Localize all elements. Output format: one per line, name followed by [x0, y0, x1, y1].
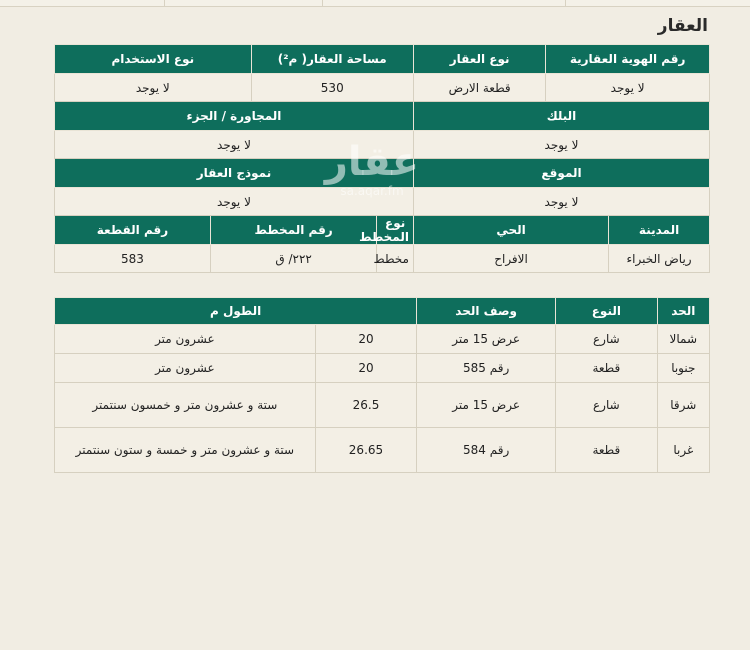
- section-title: العقار: [657, 16, 708, 36]
- bound-length: 26.65: [315, 428, 417, 473]
- header-length: الطول م: [55, 298, 417, 325]
- value-property-model: لا يوجد: [55, 188, 414, 216]
- table-row: [55, 383, 710, 428]
- bound-side: غربا: [657, 428, 709, 473]
- bound-type: قطعة: [556, 428, 658, 473]
- header-row: [55, 45, 710, 74]
- bound-description: عرض 15 متر: [417, 383, 556, 428]
- value-row: [55, 131, 710, 159]
- header-property-id: رقم الهوية العقارية: [546, 45, 710, 74]
- header-side: الحد: [657, 298, 709, 325]
- bound-description: عرض 15 متر: [417, 325, 556, 354]
- value-district: الافراح: [413, 245, 608, 273]
- table-row: [55, 325, 710, 354]
- bound-length-text: ستة و عشرون متر و خمسة و ستون سنتمتر: [55, 428, 316, 473]
- value-usage-type: لا يوجد: [55, 74, 252, 102]
- bound-side: جنوبا: [657, 354, 709, 383]
- value-city: رياض الخبراء: [609, 245, 710, 273]
- bound-description: رقم 585: [417, 354, 556, 383]
- bound-length: 20: [315, 325, 417, 354]
- value-block: لا يوجد: [413, 131, 709, 159]
- bound-side: شمالا: [657, 325, 709, 354]
- value-row: [55, 245, 710, 273]
- header-city: المدينة: [609, 216, 710, 245]
- value-row: [55, 74, 710, 102]
- header-plan-type: نوع المخطط: [377, 216, 414, 245]
- value-plot-number: 583: [55, 245, 211, 273]
- value-property-type: قطعة الارض: [413, 74, 545, 102]
- header-location: الموقع: [413, 159, 709, 188]
- value-location: لا يوجد: [413, 188, 709, 216]
- bound-length-text: عشرون متر: [55, 325, 316, 354]
- bound-length-text: ستة و عشرون متر و خمسون سنتمتر: [55, 383, 316, 428]
- header-property-model: نموذج العقار: [55, 159, 414, 188]
- bound-length: 20: [315, 354, 417, 383]
- value-neighborhood-part: لا يوجد: [55, 131, 414, 159]
- value-row: [55, 188, 710, 216]
- header-row: [55, 216, 710, 245]
- bound-type: شارع: [556, 383, 658, 428]
- table-row: [55, 354, 710, 383]
- watermark-domain: sa.aqar.fm: [340, 184, 404, 198]
- header-description: وصف الحد: [417, 298, 556, 325]
- header-district: الحي: [413, 216, 608, 245]
- value-plan-type: مخطط: [377, 245, 414, 273]
- bound-length: 26.5: [315, 383, 417, 428]
- value-plan-number: ٢٢٢/ ق: [210, 245, 376, 273]
- header-row: [55, 159, 710, 188]
- value-property-id: لا يوجد: [546, 74, 710, 102]
- header-property-type: نوع العقار: [413, 45, 545, 74]
- header-plan-number: رقم المخطط: [210, 216, 376, 245]
- bound-type: قطعة: [556, 354, 658, 383]
- header-row: [55, 298, 710, 325]
- watermark-logo-text: عقار: [324, 139, 420, 185]
- header-plot-number: رقم القطعة: [55, 216, 211, 245]
- boundaries-table: [54, 297, 710, 473]
- table-row: [55, 428, 710, 473]
- bound-length-text: عشرون متر: [55, 354, 316, 383]
- header-usage-type: نوع الاستخدام: [55, 45, 252, 74]
- bound-side: شرقا: [657, 383, 709, 428]
- header-row: [55, 102, 710, 131]
- header-type: النوع: [556, 298, 658, 325]
- bound-type: شارع: [556, 325, 658, 354]
- bound-description: رقم 584: [417, 428, 556, 473]
- property-table: [54, 44, 710, 273]
- top-table-edge: [0, 0, 750, 7]
- header-property-area: مساحة العقار( م²): [251, 45, 413, 74]
- header-block: البلك: [413, 102, 709, 131]
- value-property-area: 530: [251, 74, 413, 102]
- header-neighborhood-part: المجاورة / الجزء: [55, 102, 414, 131]
